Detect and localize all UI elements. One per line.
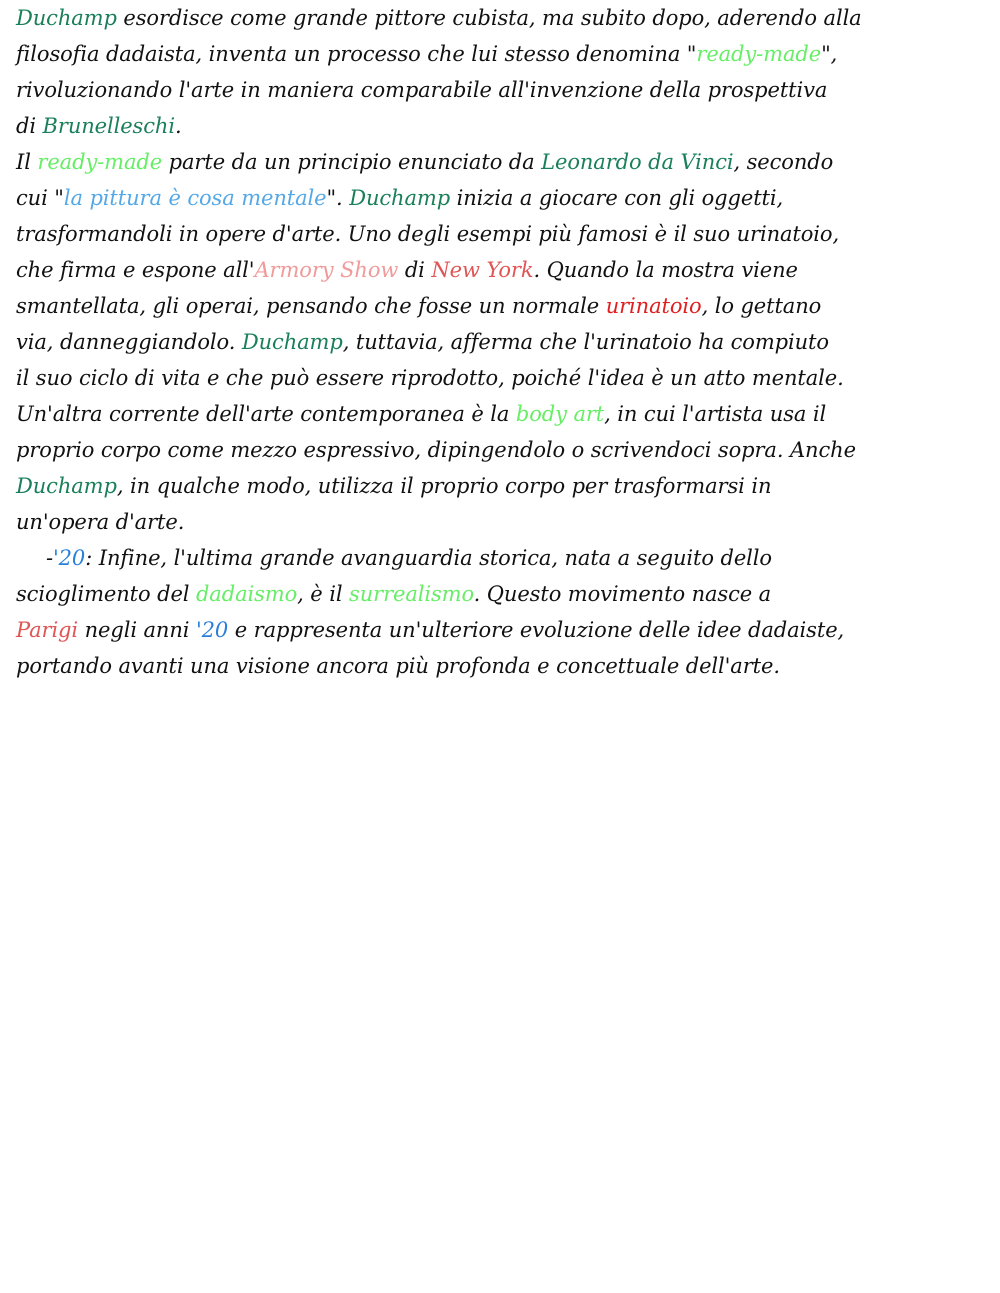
text-run: , secondo	[733, 150, 834, 174]
text-line	[16, 324, 994, 360]
text-run: trasformandoli in opere d'arte. Uno degli esempi più famosi è il suo urinatoio,	[16, 222, 840, 246]
text-run: cui "	[16, 186, 64, 210]
highlighted-term: Duchamp	[349, 186, 451, 210]
highlighted-term: Leonardo da Vinci	[541, 150, 734, 174]
text-run: , tuttavia, afferma che l'urinatoio ha compiuto	[342, 330, 829, 354]
highlighted-term: body art	[515, 402, 605, 426]
text-run: un'opera d'arte.	[16, 510, 185, 534]
highlighted-term: Duchamp	[16, 6, 117, 30]
text-line	[16, 540, 994, 576]
text-run: -	[46, 546, 53, 570]
text-run: che firma e espone all'	[16, 258, 255, 282]
highlighted-term: Armory Show	[254, 258, 399, 282]
text-line	[16, 36, 994, 72]
text-run: portando avanti una visione ancora più profonda e concettuale dell'arte.	[16, 654, 780, 678]
highlighted-term: urinatoio	[605, 294, 702, 318]
text-line	[16, 504, 994, 540]
highlighted-term: surrealismo	[349, 582, 474, 606]
text-line	[16, 360, 994, 396]
text-run: proprio corpo come mezzo espressivo, dipingendolo o scrivendoci sopra. Anche	[16, 438, 856, 462]
text-line	[16, 612, 994, 648]
text-run: . Quando la mostra viene	[533, 258, 798, 282]
highlighted-term: Brunelleschi	[42, 114, 175, 138]
text-run: Il	[16, 150, 38, 174]
highlighted-term: dadaismo	[195, 582, 298, 606]
highlighted-term: la pittura è cosa mentale	[63, 186, 327, 210]
text-line	[16, 180, 994, 216]
text-line	[16, 72, 994, 108]
text-run: filosofia dadaista, inventa un processo che lui stesso denomina "	[16, 42, 697, 66]
text-line	[16, 288, 994, 324]
text-run: , in cui l'artista usa il	[604, 402, 827, 426]
text-line	[16, 468, 994, 504]
highlighted-term: New York	[431, 258, 534, 282]
text-run: il suo ciclo di vita e che può essere riprodotto, poiché l'idea è un atto mentale.	[16, 366, 844, 390]
text-run: scioglimento del	[16, 582, 196, 606]
highlighted-term: Duchamp	[16, 474, 117, 498]
text-run: parte da un principio enunciato da	[162, 150, 542, 174]
text-run: e rappresenta un'ulteriore evoluzione delle idee dadaiste,	[228, 618, 845, 642]
text-run: , in qualche modo, utilizza il proprio corpo per trasformarsi in	[116, 474, 772, 498]
text-run: negli anni	[78, 618, 196, 642]
highlighted-term: Duchamp	[241, 330, 343, 354]
text-line	[16, 648, 994, 684]
text-run: esordisce come grande pittore cubista, ma subito dopo, aderendo alla	[116, 6, 862, 30]
text-line	[16, 396, 994, 432]
text-run: , lo gettano	[701, 294, 822, 318]
highlighted-term: ready-made	[696, 42, 822, 66]
text-run: inizia a giocare con gli oggetti,	[450, 186, 784, 210]
highlighted-term: '20	[53, 546, 86, 570]
text-line	[16, 108, 994, 144]
text-line	[16, 144, 994, 180]
text-line	[16, 216, 994, 252]
text-line	[16, 576, 994, 612]
highlighted-term: ready-made	[37, 150, 163, 174]
text-run: smantellata, gli operai, pensando che fosse un normale	[16, 294, 606, 318]
text-run: .	[174, 114, 182, 138]
text-run: rivoluzionando l'arte in maniera comparabile all'invenzione della prospettiva	[16, 78, 828, 102]
highlighted-term: '20	[195, 618, 229, 642]
text-run: di	[16, 114, 43, 138]
text-line	[16, 252, 994, 288]
text-run: : Infine, l'ultima grande avanguardia storica, nata a seguito dello	[85, 546, 772, 570]
highlighted-term: Parigi	[16, 618, 79, 642]
text-line	[16, 432, 994, 468]
notes-page	[16, 0, 994, 684]
text-line	[16, 0, 994, 36]
text-run: , è il	[297, 582, 350, 606]
text-run: via, danneggiandolo.	[16, 330, 242, 354]
text-run: . Questo movimento nasce a	[473, 582, 772, 606]
text-run: Un'altra corrente dell'arte contemporanea è la	[16, 402, 516, 426]
text-run: ",	[821, 42, 838, 66]
text-run: di	[398, 258, 432, 282]
text-run: ".	[326, 186, 350, 210]
